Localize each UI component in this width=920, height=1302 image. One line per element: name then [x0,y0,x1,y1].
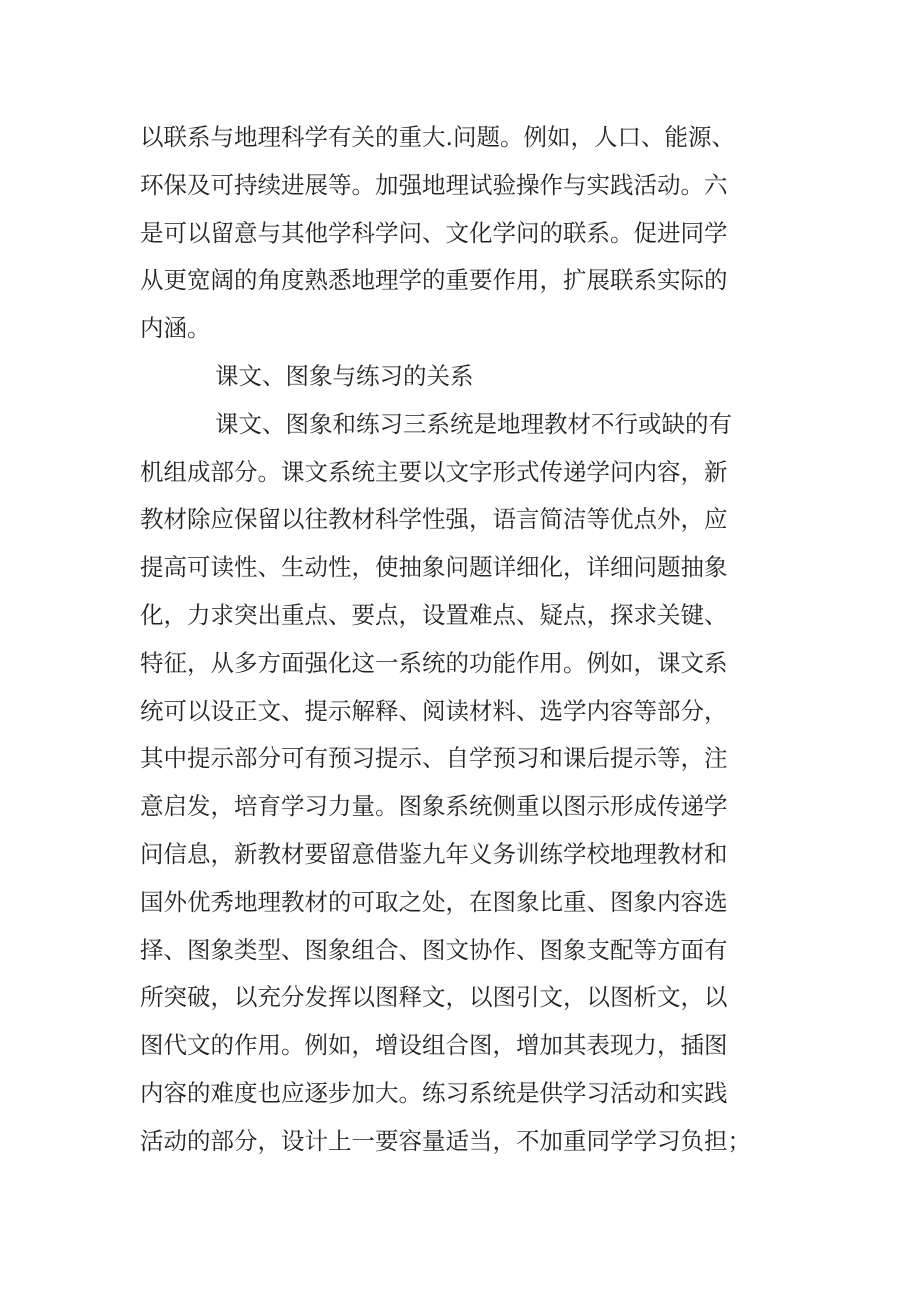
text-line: 从更宽阔的角度熟悉地理学的重要作用，扩展联系实际的 [140,266,728,295]
section-heading: 课文、图象与练习的关系 [215,361,474,390]
text-line: 意启发，培育学习力量。图象系统侧重以图示形成传递学 [140,792,728,821]
text-line: 特征，从多方面强化这一系统的功能作用。例如，课文系 [140,648,728,677]
text-line: 统可以设正文、提示解释、阅读材料、选学内容等部分， [140,696,728,725]
text-line: 图代文的作用。例如，增设组合图，增加其表现力，插图 [140,1031,728,1060]
document-body [140,114,780,1166]
text-line: 是可以留意与其他学科学问、文化学问的联系。促进同学 [140,218,728,247]
paragraph-textbook-systems [140,401,780,1166]
text-line: 课文、图象和练习三系统是地理教材不行或缺的有 [215,409,732,438]
text-line: 内涵。 [140,314,211,343]
text-line: 所突破，以充分发挥以图释文，以图引文，以图析文，以 [140,983,728,1012]
text-line: 教材除应保留以往教材科学性强，语言简洁等优点外，应 [140,505,728,534]
text-line: 问信息，新教材要留意借鉴九年义务训练学校地理教材和 [140,839,728,868]
text-line: 环保及可持续进展等。加强地理试验操作与实践活动。六 [140,170,728,199]
text-line: 择、图象类型、图象组合、图文协作、图象支配等方面有 [140,935,728,964]
text-line: 以联系与地理科学有关的重大.问题。例如，人口、能源、 [140,123,735,151]
text-line: 内容的难度也应逐步加大。练习系统是供学习活动和实践 [140,1078,728,1107]
paragraph-continuation [140,114,780,353]
text-line: 国外优秀地理教材的可取之处，在图象比重、图象内容选 [140,887,728,916]
text-line: 化，力求突出重点、要点，设置难点、疑点，探求关键、 [140,600,728,629]
text-line: 活动的部分，设计上一要容量适当，不加重同学学习负担； [140,1126,751,1155]
text-line: 其中提示部分可有预习提示、自学预习和课后提示等，注 [140,744,728,773]
text-line: 提高可读性、生动性，使抽象问题详细化，详细问题抽象 [140,553,728,582]
text-line: 机组成部分。课文系统主要以文字形式传递学问内容，新 [140,457,728,486]
